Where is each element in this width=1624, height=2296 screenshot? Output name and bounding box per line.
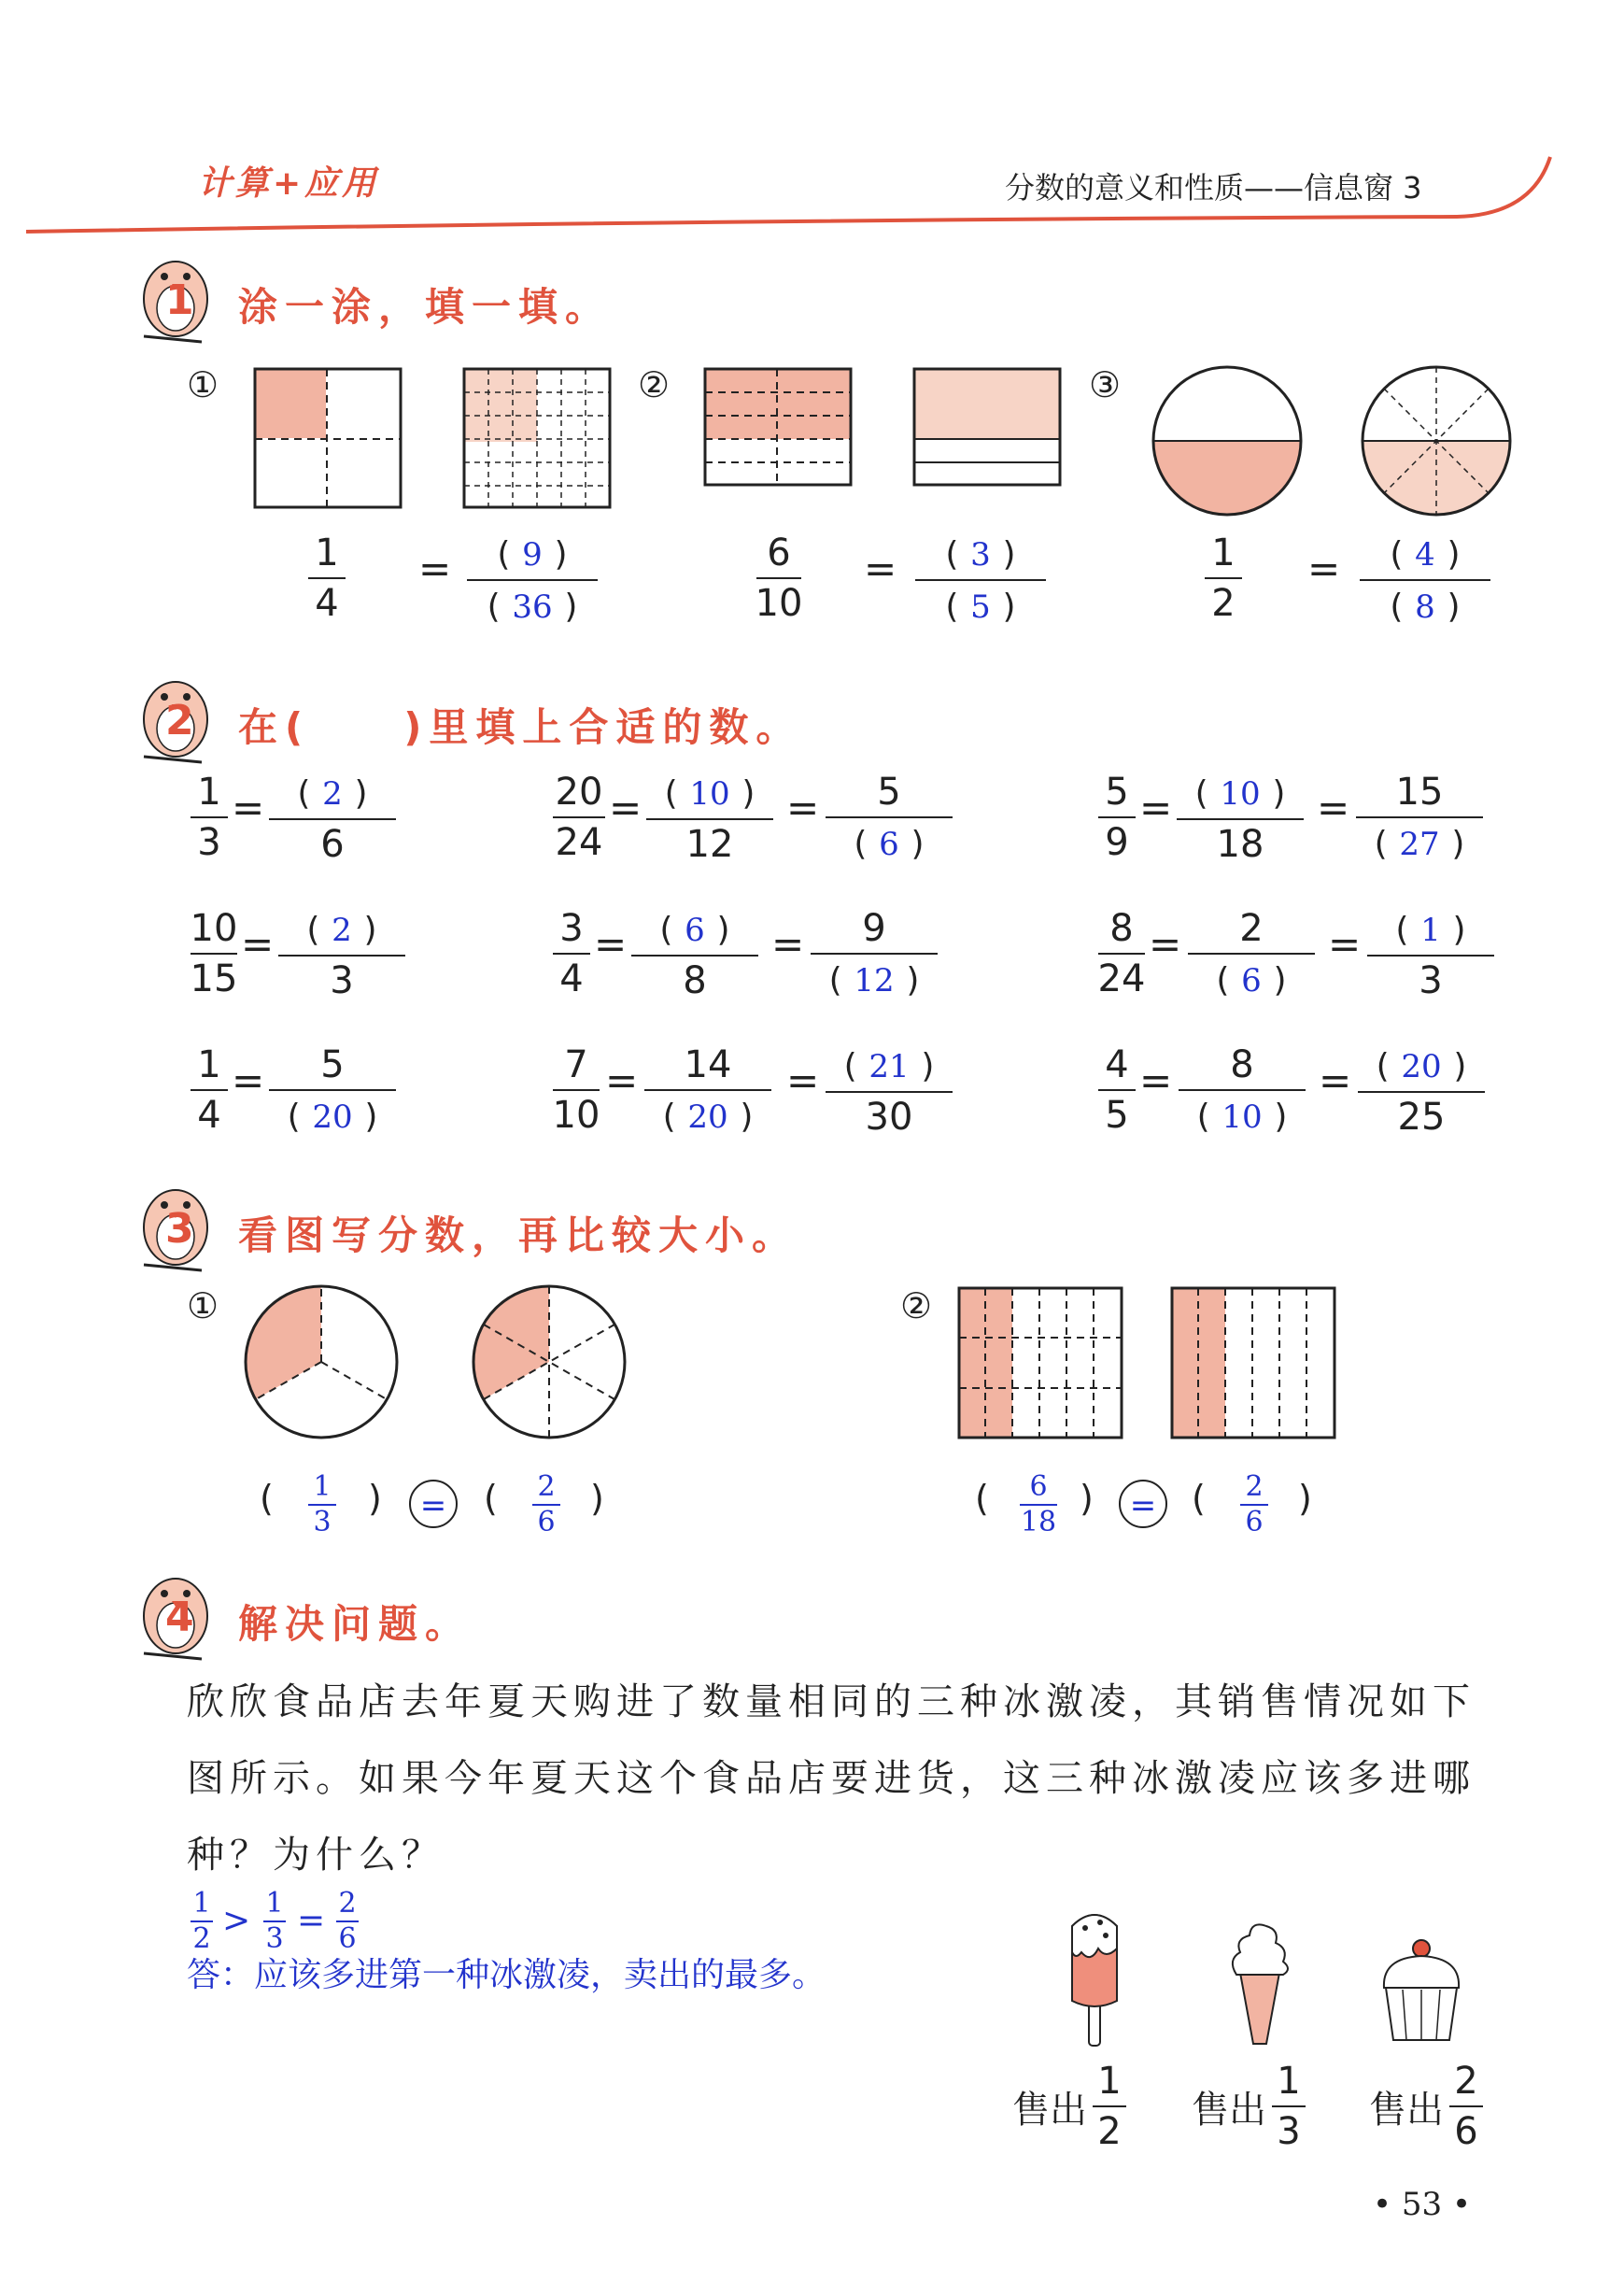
- item-label: ②: [900, 1285, 933, 1326]
- section-title: 看图写分数，再比较大小。: [238, 1212, 799, 1258]
- answer: 8: [1415, 588, 1435, 626]
- fraction: [1449, 2057, 1483, 2156]
- equals-sign: =: [786, 785, 820, 830]
- comparison-sign: =: [409, 1480, 458, 1528]
- answer: 10: [1222, 1098, 1263, 1136]
- fraction: [191, 768, 228, 867]
- numerator: 8: [1230, 1043, 1254, 1086]
- section-number: 4: [165, 1594, 194, 1641]
- close-paren: ): [368, 1478, 382, 1519]
- fraction: ( 10 ) 18: [1177, 768, 1304, 869]
- denominator: 6: [1245, 1506, 1264, 1538]
- fifths-rect-figure: [911, 366, 1065, 488]
- numerator: 2: [537, 1470, 556, 1503]
- sixths-circle-figure: [469, 1282, 629, 1442]
- answer-text: 答：应该多进第一种冰激凌，卖出的最多。: [187, 1956, 826, 1994]
- denominator: 8: [683, 959, 707, 1002]
- fraction: 14 ( 20 ): [644, 1041, 771, 1141]
- fraction: ( 2 ) 3: [278, 904, 405, 1005]
- answer-fraction: [263, 1887, 286, 1956]
- answer: 5: [970, 588, 991, 626]
- comparison-op: =: [297, 1902, 326, 1940]
- section-number: 1: [165, 276, 194, 324]
- denominator: 15: [190, 957, 238, 1000]
- denominator: 6: [320, 823, 345, 866]
- fraction: [191, 1041, 228, 1140]
- denominator: 3: [313, 1506, 332, 1538]
- sold-label: [1369, 2057, 1483, 2156]
- grid-square-figure: [461, 366, 614, 512]
- numerator: 5: [320, 1043, 345, 1086]
- item-label: ①: [187, 364, 219, 405]
- quarter-square-figure: [252, 366, 405, 512]
- answer: 10: [1220, 775, 1261, 813]
- sold-prefix: 售出: [1369, 2088, 1444, 2132]
- answer-fraction: [1020, 1470, 1057, 1539]
- numerator: 6: [767, 531, 791, 574]
- denominator: 3: [197, 821, 221, 864]
- fraction: 2 ( 6 ): [1188, 904, 1315, 1005]
- denominator: 24: [555, 821, 603, 864]
- fraction: ( 6 ) 8: [631, 904, 758, 1005]
- half-circle-figure: [1151, 364, 1304, 517]
- denominator: 3: [1277, 2110, 1301, 2153]
- denominator: 2: [192, 1922, 211, 1955]
- equals-sign: =: [232, 1057, 265, 1103]
- equals-sign: =: [864, 546, 897, 591]
- item-label: ③: [1089, 364, 1122, 405]
- close-paren: ): [1080, 1478, 1094, 1519]
- fraction: [1205, 529, 1242, 628]
- fraction: [553, 1041, 600, 1140]
- item-label: ①: [187, 1285, 219, 1326]
- bullet: •: [1373, 2186, 1392, 2223]
- denominator: 6: [537, 1506, 556, 1538]
- answer: 6: [685, 912, 705, 949]
- numerator: 1: [1097, 2060, 1122, 2103]
- answer: 21: [868, 1048, 910, 1085]
- denominator: 4: [559, 957, 584, 1000]
- answer-fraction: [191, 1887, 213, 1956]
- ice-cream-cone-icon: [1218, 1917, 1302, 2048]
- striped-rect-figure: [702, 366, 855, 488]
- numerator: 9: [862, 907, 886, 950]
- answer: 2: [322, 775, 343, 813]
- answer: 9: [522, 536, 543, 574]
- equals-sign: =: [609, 785, 643, 830]
- answer: 1: [1420, 912, 1441, 949]
- answer: 20: [687, 1098, 728, 1136]
- numerator: 1: [1277, 2060, 1301, 2103]
- fraction: 5 ( 20 ): [269, 1041, 396, 1141]
- numerator: 1: [192, 1887, 211, 1920]
- answer-fraction: [308, 1470, 336, 1539]
- eighteenths-rect-figure: [956, 1285, 1124, 1440]
- equals-sign: =: [1319, 1057, 1352, 1103]
- answer: 27: [1399, 826, 1440, 863]
- numerator: 2: [1245, 1470, 1264, 1503]
- equals-sign: =: [418, 546, 452, 591]
- fraction: ( 10 ) 12: [646, 768, 773, 869]
- equals-sign: =: [1307, 546, 1341, 591]
- fraction: [1098, 904, 1145, 1003]
- open-paren: (: [484, 1478, 498, 1519]
- numerator: 3: [559, 907, 584, 950]
- equals-sign: =: [1317, 785, 1350, 830]
- problem-text-line: 图所示。如果今年夏天这个食品店要进货，这三种冰激凌应该多进哪: [187, 1757, 1476, 1800]
- numerator: 4: [1105, 1043, 1129, 1086]
- popsicle-icon: [1053, 1907, 1137, 2048]
- denominator: 18: [1216, 823, 1264, 866]
- denominator: 24: [1097, 957, 1146, 1000]
- numerator: 1: [265, 1887, 284, 1920]
- denominator: 4: [197, 1094, 221, 1137]
- section-title: 涂一涂，填一填。: [238, 284, 613, 330]
- fraction: ( 1 ) 3: [1367, 904, 1494, 1005]
- header-rule: [0, 0, 1624, 280]
- fraction: 5 ( 6 ): [826, 768, 953, 869]
- answer-fraction: ( 3 ) ( 5 ): [915, 529, 1046, 631]
- answer: 6: [1241, 962, 1262, 999]
- denominator: 2: [1211, 582, 1236, 625]
- numerator: 8: [1109, 907, 1134, 950]
- open-paren: (: [975, 1478, 989, 1519]
- denominator: 3: [330, 959, 354, 1002]
- fraction: ( 21 ) 30: [826, 1041, 953, 1141]
- fraction: 15 ( 27 ): [1356, 768, 1483, 869]
- answer: 6: [879, 826, 899, 863]
- sold-prefix: 售出: [1192, 2088, 1266, 2132]
- answer: 3: [970, 536, 991, 574]
- numerator: 1: [197, 771, 221, 814]
- equals-sign: =: [241, 921, 275, 967]
- close-paren: ): [1298, 1478, 1312, 1519]
- numerator: 2: [338, 1887, 357, 1920]
- denominator: 10: [755, 582, 803, 625]
- fraction: [553, 768, 605, 867]
- fraction: [756, 529, 801, 628]
- numerator: 1: [315, 531, 339, 574]
- answer: 20: [1401, 1048, 1442, 1085]
- denominator: 30: [865, 1096, 913, 1139]
- sold-label: [1192, 2057, 1306, 2156]
- section-number: 2: [165, 697, 194, 744]
- numerator: 20: [555, 771, 603, 814]
- denominator: 3: [265, 1922, 284, 1955]
- fraction: ( 2 ) 6: [269, 768, 396, 869]
- numerator: 5: [1105, 771, 1129, 814]
- numerator: 2: [1454, 2060, 1478, 2103]
- numerator: 10: [190, 907, 238, 950]
- answer: 20: [312, 1098, 353, 1136]
- item-label: ②: [638, 364, 671, 405]
- problem-text-line: 欣欣食品店去年夏天购进了数量相同的三种冰激凌，其销售情况如下: [187, 1680, 1476, 1723]
- numerator: 1: [313, 1470, 332, 1503]
- answer: 12: [854, 962, 895, 999]
- numerator: 14: [684, 1043, 732, 1086]
- comparison-sign: =: [1119, 1480, 1167, 1528]
- denominator: 10: [552, 1094, 600, 1137]
- denominator: 3: [1419, 959, 1443, 1002]
- answer: 4: [1415, 536, 1435, 574]
- fraction: ( 20 ) 25: [1358, 1041, 1485, 1141]
- answer-fraction: [532, 1470, 560, 1539]
- answer: 10: [689, 775, 730, 813]
- answer-fraction: ( 9 ) ( 36 ): [467, 529, 598, 631]
- denominator: 9: [1105, 821, 1129, 864]
- numerator: 6: [1029, 1470, 1048, 1503]
- section-title: 在( )里填上合适的数。: [238, 704, 803, 750]
- denominator: 4: [315, 582, 339, 625]
- numerator: 2: [1239, 907, 1264, 950]
- numerator: 1: [1211, 531, 1236, 574]
- fraction: [191, 904, 237, 1003]
- header-right-title: 分数的意义和性质——信息窗 3: [1005, 170, 1422, 206]
- cupcake-icon: [1375, 1935, 1468, 2048]
- answer-fraction: [336, 1887, 359, 1956]
- denominator: 25: [1397, 1096, 1446, 1139]
- denominator: 12: [685, 823, 734, 866]
- sold-label: [1012, 2057, 1126, 2156]
- denominator: 5: [1105, 1094, 1129, 1137]
- sold-prefix: 售出: [1012, 2088, 1087, 2132]
- equals-sign: =: [605, 1057, 639, 1103]
- header-left-title: 计算+应用: [198, 164, 380, 203]
- fraction: [1098, 768, 1136, 867]
- fraction: [553, 904, 590, 1003]
- thirds-circle-figure: [241, 1282, 402, 1442]
- problem-text-line: 种？为什么？: [187, 1834, 445, 1877]
- answer-fraction: ( 4 ) ( 8 ): [1360, 529, 1490, 631]
- close-paren: ): [590, 1478, 604, 1519]
- numerator: 1: [197, 1043, 221, 1086]
- answer-fraction: [1240, 1470, 1268, 1539]
- answer: 36: [512, 588, 553, 626]
- fraction: [1093, 2057, 1126, 2156]
- sixths-rect-figure: [1169, 1285, 1337, 1440]
- equals-sign: =: [1149, 921, 1182, 967]
- page-number-value: 53: [1401, 2186, 1443, 2223]
- numerator: 15: [1395, 771, 1444, 814]
- fraction: 9 ( 12 ): [811, 904, 938, 1005]
- open-paren: (: [1192, 1478, 1206, 1519]
- numerator: 7: [564, 1043, 588, 1086]
- equals-sign: =: [594, 921, 628, 967]
- answer: 2: [332, 912, 352, 949]
- numerator: 5: [877, 771, 901, 814]
- comparison-op: >: [222, 1902, 251, 1940]
- bullet: •: [1451, 2186, 1472, 2223]
- fraction: [1272, 2057, 1306, 2156]
- equals-sign: =: [1328, 921, 1362, 967]
- section-number: 3: [165, 1205, 194, 1253]
- denominator: 6: [338, 1922, 357, 1955]
- fraction: 8 ( 10 ): [1179, 1041, 1306, 1141]
- denominator: 18: [1020, 1506, 1057, 1538]
- equals-sign: =: [232, 785, 265, 830]
- denominator: 6: [1454, 2110, 1478, 2153]
- eighths-circle-figure: [1360, 364, 1513, 517]
- denominator: 2: [1097, 2110, 1122, 2153]
- equals-sign: =: [1139, 1057, 1173, 1103]
- fraction: [1098, 1041, 1136, 1140]
- equals-sign: =: [771, 921, 805, 967]
- section-title: 解决问题。: [238, 1601, 473, 1647]
- fraction: [308, 529, 346, 628]
- open-paren: (: [260, 1478, 274, 1519]
- equals-sign: =: [786, 1057, 820, 1103]
- equals-sign: =: [1139, 785, 1173, 830]
- page-number: [1373, 2186, 1471, 2223]
